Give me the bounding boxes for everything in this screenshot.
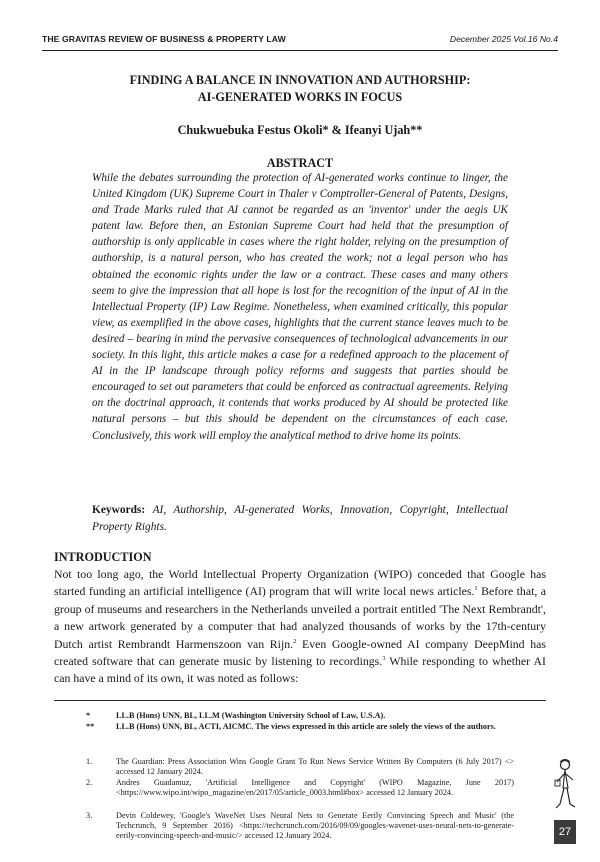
intro-segment-4: While responding to whether AI can have a mind of its own, it was noted as follows: bbox=[54, 654, 546, 686]
footnote-divider bbox=[54, 700, 546, 701]
intro-segment-2: Before that, a group of museums and researchers in the Netherlands unveiled a portrait entitled 'The Next Rembrandt', a new artwork generated by a computer that had analyzed thousands of works by the 17th-century Dutch artist Rembrandt Harmenszoon van Rijn. bbox=[54, 584, 546, 651]
title-line-1: FINDING A BALANCE IN INNOVATION AND AUTHORSHIP: bbox=[129, 73, 471, 87]
abstract-body: While the debates surrounding the protection of AI-generated works continue to linger, the United Kingdom (UK) Supreme Court in Thaler v Comptroller-General of Patents, Designs, and Trade Marks ruled that AI cannot be regarded as an 'inventor' under the aegis UK patent law. Before then, an Estonian Supreme Court had held that the presumption of authorship is only applicable in cases where the right holder, relying on the presumption of authorship, is a natural person, who has created the work; not a legal person who has obtained the economic rights under the law or a contract. These cases and many others seem to give the impression that all hope is lost for the recognition of the input of AI in the Intellectual Property (IP) Law Regime. Nonetheless, when examined critically, this popular view, as exemplified in the above cases, highlights that the current stance leaves much to be desired – bearing in mind the pervasive consequences of technological advancements in our society. In this light, this article makes a case for a redefined approach to the placement of AI in the IP landscape through policy reforms and suggests that parties should be encouraged to set out parameters that could be enforced as contractual agreements. Relying on the doctrinal approach, it contends that works produced by AI should be protected like natural persons – but this should be dependent on the circumstances of each case. Conclusively, this work will employ the analytical method to drive home its points. bbox=[92, 172, 508, 442]
introduction-body bbox=[54, 566, 546, 688]
intro-segment-3: Even Google-owned AI company DeepMind has created software that can generate music by listening to recordings. bbox=[54, 636, 546, 669]
page-number: 27 bbox=[554, 820, 576, 844]
author-note-mark: ** bbox=[86, 722, 95, 731]
header-divider bbox=[42, 50, 558, 51]
keywords-text: AI, Authorship, AI-generated Works, Innovation, Copyright, Intellectual Property Rights. bbox=[92, 504, 508, 533]
author-note-mark: * bbox=[86, 711, 91, 720]
introduction-heading: INTRODUCTION bbox=[54, 550, 152, 564]
running-header bbox=[42, 34, 558, 48]
journal-title: THE GRAVITAS REVIEW OF BUSINESS & PROPERTY LAW bbox=[42, 34, 286, 44]
abstract-heading: ABSTRACT bbox=[266, 156, 334, 170]
author-line: Chukwuebuka Festus Okoli* & Ifeanyi Ujah** bbox=[177, 123, 423, 137]
title-line-2: AI-GENERATED WORKS IN FOCUS bbox=[197, 90, 403, 104]
author-note-text: LL.B (Hons) UNN, BL, ACTI, AICMC. The views expressed in this article are solely the views of the authors. bbox=[116, 722, 496, 731]
intro-segment-1: Not too long ago, the World Intellectual Property Organization (WIPO) conceded that Google has started funding an artificial intelligence (AI) program that will write local news articles. bbox=[54, 567, 546, 599]
footnote-ref-3[interactable]: 3 bbox=[382, 655, 386, 663]
walking-figure-icon bbox=[552, 758, 578, 818]
footnote-ref-1[interactable]: 1 bbox=[474, 585, 478, 593]
footnote-ref-2[interactable]: 2 bbox=[293, 637, 297, 645]
footnote-number: 1. bbox=[86, 757, 93, 766]
issue-info: December 2025 Vol.16 No.4 bbox=[449, 34, 558, 44]
footnote-text: Devin Coldewey, 'Google's WaveNet Uses Neural Nets to Generate Eerily Convincing Speech and Music' (the Techcrunch, 9 September 2016) <https://techcrunch.com/2016/09/09/googles-wavenet-uses-neural-nets-to-generate-eerily-convincing-speech-and-music/> accessed 12 January 2024. bbox=[116, 811, 514, 841]
footnote-number: 2. bbox=[86, 778, 93, 787]
keywords-label: Keywords: bbox=[92, 504, 146, 516]
footnote-number: 3. bbox=[86, 811, 93, 820]
footnote-text: The Guardian: Press Association Wins Google Grant To Run News Service Written By Computers (6 July 2017) <> accessed 12 January 2024. bbox=[116, 757, 514, 777]
footnote-text: Andres Guadamuz, 'Artificial Intelligence and Copyright' (WIPO Magazine, June 2017) <https://www.wipo.int/wipo_magazine/en/2017/05/article_0003.html#box> accessed 12 January 2024. bbox=[116, 778, 514, 798]
article-title bbox=[42, 72, 558, 106]
author-note-text: LL.B (Hons) UNN, BL, LL.M (Washington University School of Law, U.S.A). bbox=[116, 711, 386, 720]
keywords bbox=[92, 502, 508, 535]
